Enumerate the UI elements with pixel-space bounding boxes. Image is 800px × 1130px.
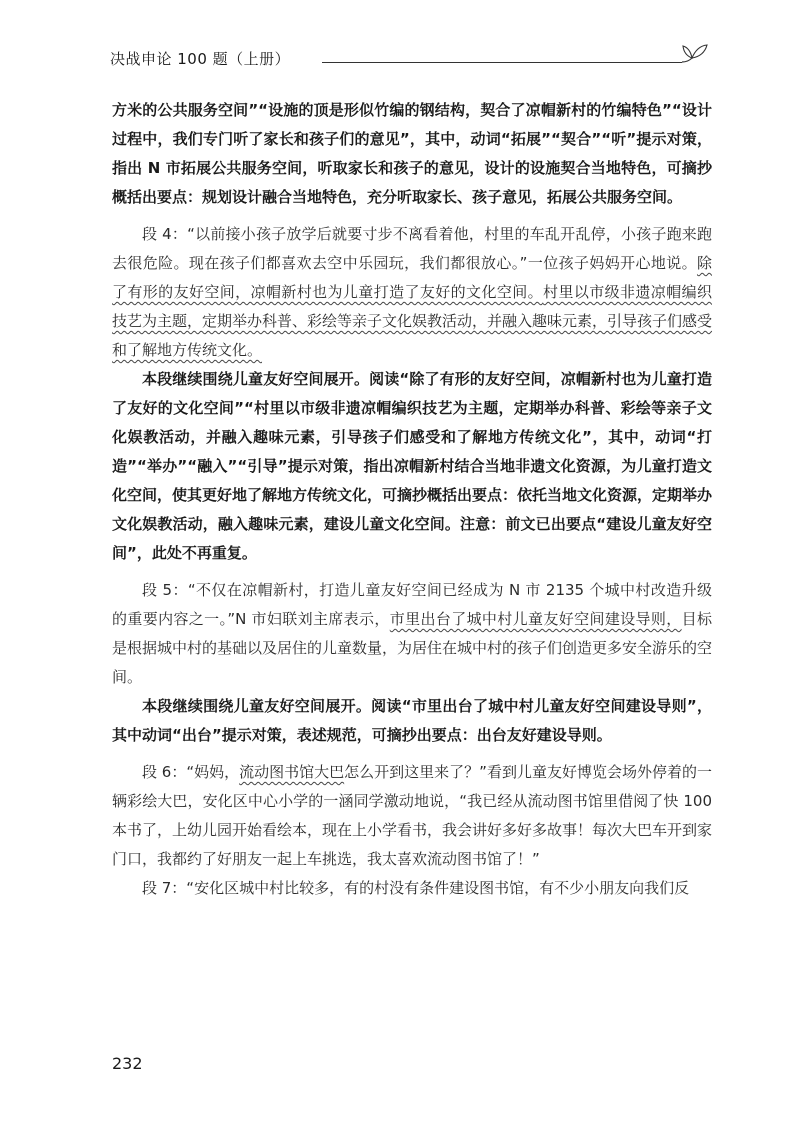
analysis-paragraph-3: 本段继续围绕儿童友好空间展开。阅读“市里出台了城中村儿童友好空间建设导则”，其中动词“出台”提示对策，表述规范，可摘抄出要点：出台友好建设导则。	[112, 697, 712, 744]
paragraph-5-text-a: 段 5：“不仅在凉帽新村，打造儿童友好空间已经成为 N 市 2135 个城中村改造升级的重要内容之一。”N 市妇联刘主席表示，	[112, 581, 712, 628]
paragraph-6-text-b: 怎么开到这里来了？”看到儿童友好博览会场外停着的一辆彩绘大巴，安化区中心小学的一涵同学激动地说，“我已经从流动图书馆里借阅了快 100 本书了，上幼儿园开始看绘本，现在上小学看书，我会讲好多好多故事！每次大巴车开到家门口，我都约了好朋友一起上车挑选，我太喜欢流动图书馆了！”	[112, 763, 713, 868]
header-rule	[322, 62, 682, 63]
underlined-phrase-3: 市里出台了城中村儿童友好空间建设导则，	[389, 610, 682, 628]
paragraph-5-text-b: 目标是根据城中村的基础以及居住的儿童数量，为居住在城中村的孩子们创造更多安全游乐的空间。	[112, 610, 713, 686]
book-title: 决战申论 100 题（上册）	[110, 50, 291, 68]
material-paragraph-4	[112, 220, 712, 365]
analysis-paragraph-2: 本段继续围绕儿童友好空间展开。阅读“除了有形的友好空间，凉帽新村也为儿童打造了友好的文化空间”“村里以市级非遗凉帽编织技艺为主题，定期举办科普、彩绘等亲子文化娱教活动，并融入趣味元素，引导孩子们感受和了解地方传统文化”，其中，动词“打造”“举办”“融入”“引导”提示对策，指出凉帽新村结合当地非遗文化资源，为儿童打造文化空间，使其更好地了解地方传统文化，可摘抄概括出要点：依托当地文化资源，定期举办文化娱教活动，融入趣味元素，建设儿童文化空间。注意：前文已出要点“建设儿童友好空间”，此处不再重复。	[112, 370, 713, 562]
underlined-phrase-4: 流动图书馆大巴	[239, 763, 345, 781]
page-body	[112, 96, 712, 903]
analysis-paragraph-1: 方米的公共服务空间”“设施的顶是形似竹编的钢结构，契合了凉帽新村的竹编特色”“设计过程中，我们专门听了家长和孩子们的意见”，其中，动词“拓展”“契合”“听”提示对策，指出 N 市拓展公共服务空间，听取家长和孩子的意见，设计的设施契合当地特色，可摘抄概括出要点：规划设计融合当地特色，充分听取家长、孩子意见，拓展公共服务空间。	[112, 101, 712, 206]
page-number: 232	[112, 1054, 143, 1073]
paragraph-4-text: 段 4：“以前接小孩子放学后就要寸步不离看着他，村里的车乱开乱停，小孩子跑来跑去很危险。现在孩子们都喜欢去空中乐园玩，我们都很放心。”一位孩子妈妈开心地说。	[112, 225, 712, 272]
material-paragraph-5	[112, 576, 712, 692]
underlined-phrase-2: 村里以市级非遗凉帽编织技艺为主题，定期举办科普、彩绘等亲子文化娱教活动，并融入趣味元素，引导孩子们感受和了解地方传统文化。	[112, 283, 713, 359]
material-paragraph-7: 段 7：“安化区城中村比较多，有的村没有条件建设图书馆，有不少小朋友向我们反	[142, 879, 690, 897]
sprout-icon	[680, 40, 710, 68]
underlined-phrase-1: 除了有形的友好空间，凉帽新村也为儿童打造了友好的文化空间。	[112, 254, 712, 301]
material-paragraph-6	[112, 758, 712, 874]
paragraph-6-text-a: 段 6：“妈妈，	[142, 763, 240, 781]
page-header	[110, 40, 710, 76]
